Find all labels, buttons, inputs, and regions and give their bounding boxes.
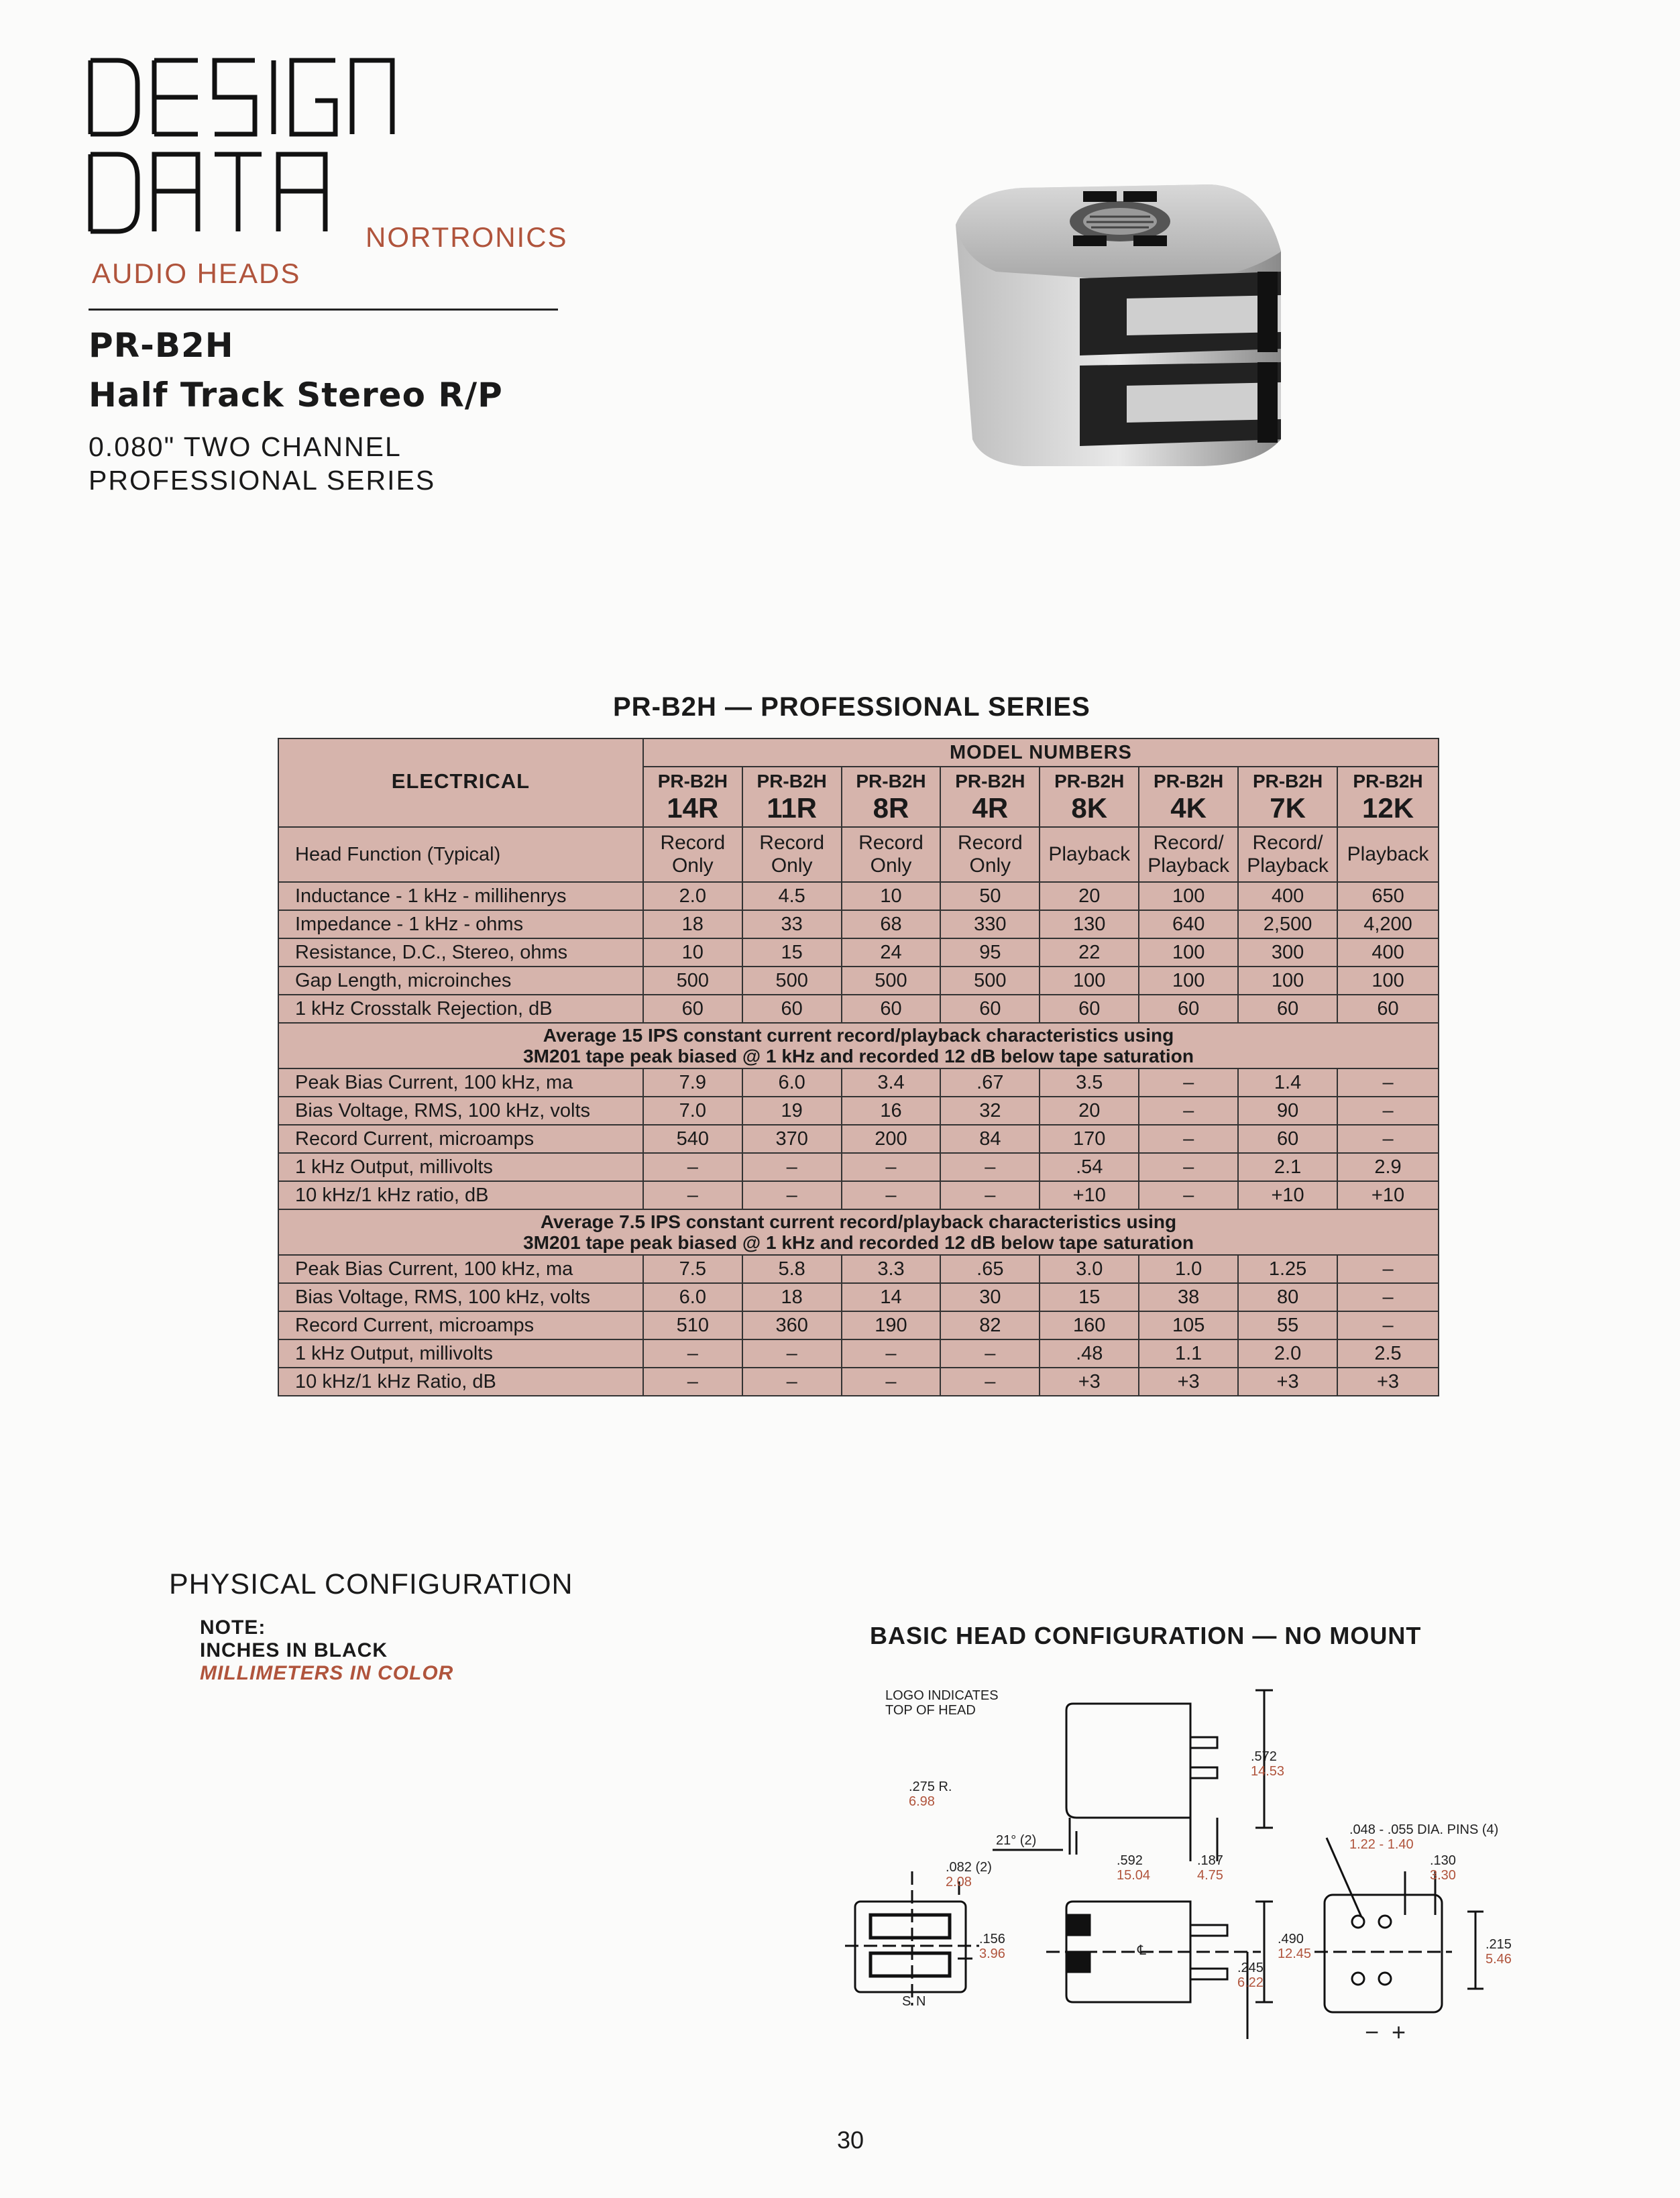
- head-function-label: Head Function (Typical): [278, 827, 643, 882]
- pin-spacing-in: .130: [1430, 1853, 1456, 1868]
- value-cell: –: [643, 1339, 742, 1368]
- value-cell: 16: [842, 1097, 941, 1125]
- head-function-cell: [1040, 827, 1139, 882]
- head-function-cell: [1139, 827, 1238, 882]
- row-label: 1 kHz Crosstalk Rejection, dB: [278, 995, 643, 1023]
- value-cell: 6.0: [643, 1283, 742, 1311]
- plus-terminal: +: [1392, 2018, 1406, 2046]
- radius-in: .275 R.: [909, 1779, 952, 1794]
- model-code: 4R: [972, 792, 1009, 824]
- value-cell: 3.3: [842, 1255, 941, 1283]
- value-cell: –: [1337, 1283, 1439, 1311]
- value-cell: 2.0: [643, 882, 742, 910]
- pin-vertical-mm: 5.46: [1486, 1952, 1512, 1967]
- page-number: 30: [837, 2126, 864, 2154]
- value-cell: 33: [742, 910, 842, 938]
- value-cell: –: [1337, 1311, 1439, 1339]
- value-cell: +10: [1040, 1181, 1139, 1209]
- group-75ips-line-2: 3M201 tape peak biased @ 1 kHz and recorded 12 dB below tape saturation: [523, 1232, 1194, 1253]
- row-label: 1 kHz Output, millivolts: [278, 1153, 643, 1181]
- model-prefix: PR-B2H: [1353, 771, 1423, 791]
- value-cell: +3: [1139, 1368, 1238, 1396]
- value-cell: 30: [940, 1283, 1040, 1311]
- function-line-1: Playback: [1048, 843, 1131, 865]
- value-cell: –: [1139, 1181, 1238, 1209]
- model-header-3: [940, 767, 1040, 827]
- physical-heading: PHYSICAL CONFIGURATION: [169, 1568, 573, 1600]
- value-cell: 1.0: [1139, 1255, 1238, 1283]
- value-cell: 7.5: [643, 1255, 742, 1283]
- value-cell: 24: [842, 938, 941, 967]
- model-prefix: PR-B2H: [955, 771, 1025, 791]
- table-row: [278, 1181, 1439, 1209]
- value-cell: 80: [1238, 1283, 1337, 1311]
- note-mm: MILLIMETERS IN COLOR: [200, 1662, 454, 1684]
- value-cell: .48: [1040, 1339, 1139, 1368]
- value-cell: 60: [643, 995, 742, 1023]
- value-cell: 60: [742, 995, 842, 1023]
- group-75ips-heading: [278, 1209, 1439, 1255]
- pin-length-in: .187: [1197, 1853, 1223, 1868]
- row-label: 1 kHz Output, millivolts: [278, 1339, 643, 1368]
- model-description: Half Track Stereo R/P: [89, 376, 503, 415]
- value-cell: +10: [1337, 1181, 1439, 1209]
- value-cell: –: [940, 1181, 1040, 1209]
- value-cell: 84: [940, 1125, 1040, 1153]
- spec-table: [278, 738, 1439, 1396]
- value-cell: 100: [1040, 967, 1139, 995]
- table-row: [278, 995, 1439, 1023]
- value-cell: 15: [742, 938, 842, 967]
- value-cell: 60: [1337, 995, 1439, 1023]
- model-code: 12K: [1361, 792, 1414, 824]
- function-line-1: Playback: [1347, 843, 1429, 865]
- model-code: 8K: [1071, 792, 1108, 824]
- table-row: [278, 1339, 1439, 1368]
- head-function-cell: [1337, 827, 1439, 882]
- value-cell: 2.5: [1337, 1339, 1439, 1368]
- value-cell: 370: [742, 1125, 842, 1153]
- value-cell: +10: [1238, 1181, 1337, 1209]
- function-line-2: Playback: [1147, 855, 1230, 877]
- value-cell: 510: [643, 1311, 742, 1339]
- value-cell: +3: [1040, 1368, 1139, 1396]
- value-cell: 2.9: [1337, 1153, 1439, 1181]
- value-cell: –: [1139, 1097, 1238, 1125]
- value-cell: 60: [940, 995, 1040, 1023]
- row-label: Resistance, D.C., Stereo, ohms: [278, 938, 643, 967]
- table-row: [278, 1125, 1439, 1153]
- radius-mm: 6.98: [909, 1794, 935, 1809]
- half-width-in: .245: [1237, 1961, 1264, 1975]
- value-cell: 360: [742, 1311, 842, 1339]
- pole-s: S: [902, 1994, 911, 2009]
- value-cell: –: [742, 1153, 842, 1181]
- value-cell: 82: [940, 1311, 1040, 1339]
- value-cell: 50: [940, 882, 1040, 910]
- brand-name: NORTRONICS: [366, 221, 568, 253]
- value-cell: 18: [742, 1283, 842, 1311]
- value-cell: 1.1: [1139, 1339, 1238, 1368]
- electrical-header: ELECTRICAL: [278, 738, 643, 827]
- row-label: 10 kHz/1 kHz ratio, dB: [278, 1181, 643, 1209]
- function-line-1: Record: [957, 832, 1023, 854]
- table-row: [278, 882, 1439, 910]
- table-row: [278, 1068, 1439, 1097]
- value-cell: 1.4: [1238, 1068, 1337, 1097]
- value-cell: 500: [742, 967, 842, 995]
- table-row: [278, 1368, 1439, 1396]
- function-line-2: Playback: [1247, 855, 1329, 877]
- value-cell: 190: [842, 1311, 941, 1339]
- value-cell: –: [842, 1368, 941, 1396]
- pins-mm: 1.22 - 1.40: [1349, 1837, 1414, 1852]
- gap-in: .082 (2): [946, 1860, 992, 1875]
- model-header-2: [842, 767, 941, 827]
- value-cell: 10: [842, 882, 941, 910]
- model-code: 8R: [873, 792, 909, 824]
- function-line-1: Record: [660, 832, 726, 854]
- minus-terminal: −: [1365, 2018, 1380, 2046]
- group-75ips-line-1: Average 7.5 IPS constant current record/playback characteristics using: [540, 1211, 1177, 1232]
- value-cell: –: [742, 1339, 842, 1368]
- track-in: .156: [979, 1932, 1005, 1946]
- value-cell: –: [842, 1339, 941, 1368]
- table-row: [278, 1283, 1439, 1311]
- value-cell: 20: [1040, 882, 1139, 910]
- model-code: 7K: [1270, 792, 1306, 824]
- pin-spacing-mm: 3.30: [1430, 1868, 1456, 1883]
- value-cell: 5.8: [742, 1255, 842, 1283]
- value-cell: 15: [1040, 1283, 1139, 1311]
- model-header-1: [742, 767, 842, 827]
- header-rule: [89, 309, 558, 311]
- row-label: Bias Voltage, RMS, 100 kHz, volts: [278, 1283, 643, 1311]
- value-cell: 160: [1040, 1311, 1139, 1339]
- value-cell: 540: [643, 1125, 742, 1153]
- row-label: Bias Voltage, RMS, 100 kHz, volts: [278, 1097, 643, 1125]
- value-cell: –: [1139, 1153, 1238, 1181]
- model-header-0: [643, 767, 742, 827]
- value-cell: 19: [742, 1097, 842, 1125]
- head-function-row: [278, 827, 1439, 882]
- row-label: Record Current, microamps: [278, 1311, 643, 1339]
- value-cell: 90: [1238, 1097, 1337, 1125]
- value-cell: .54: [1040, 1153, 1139, 1181]
- row-label: Peak Bias Current, 100 kHz, ma: [278, 1068, 643, 1097]
- row-label: Gap Length, microinches: [278, 967, 643, 995]
- model-prefix: PR-B2H: [1054, 771, 1125, 791]
- value-cell: 400: [1337, 938, 1439, 967]
- value-cell: –: [643, 1153, 742, 1181]
- row-label: Impedance - 1 kHz - ohms: [278, 910, 643, 938]
- centerline-mark: ℄: [1137, 1943, 1146, 1958]
- value-cell: 100: [1139, 967, 1238, 995]
- value-cell: –: [742, 1368, 842, 1396]
- note-inches: INCHES IN BLACK: [200, 1639, 388, 1661]
- value-cell: –: [940, 1339, 1040, 1368]
- table-row: [278, 1153, 1439, 1181]
- value-cell: –: [643, 1181, 742, 1209]
- value-cell: –: [1337, 1255, 1439, 1283]
- value-cell: 500: [643, 967, 742, 995]
- value-cell: .67: [940, 1068, 1040, 1097]
- table-row: [278, 1255, 1439, 1283]
- value-cell: 60: [1040, 995, 1139, 1023]
- model-prefix: PR-B2H: [1154, 771, 1224, 791]
- head-function-cell: [940, 827, 1040, 882]
- function-line-2: Only: [870, 855, 912, 877]
- pin-length-mm: 4.75: [1197, 1868, 1223, 1883]
- model-prefix: PR-B2H: [757, 771, 827, 791]
- model-code: 14R: [667, 792, 719, 824]
- value-cell: 1.25: [1238, 1255, 1337, 1283]
- model-code: 4K: [1170, 792, 1207, 824]
- height-in: .572: [1251, 1749, 1277, 1764]
- value-cell: –: [1139, 1125, 1238, 1153]
- function-line-2: Only: [671, 855, 714, 877]
- value-cell: +3: [1238, 1368, 1337, 1396]
- value-cell: 3.4: [842, 1068, 941, 1097]
- value-cell: 55: [1238, 1311, 1337, 1339]
- value-cell: 4,200: [1337, 910, 1439, 938]
- value-cell: +3: [1337, 1368, 1439, 1396]
- pin-vertical-in: .215: [1486, 1937, 1512, 1952]
- value-cell: 3.5: [1040, 1068, 1139, 1097]
- category-label: AUDIO HEADS: [92, 258, 301, 289]
- table-title: PR-B2H — PROFESSIONAL SERIES: [613, 692, 1090, 722]
- subtitle-line-1: 0.080" TWO CHANNEL: [89, 431, 402, 462]
- head-configuration-diagram: [845, 1684, 1529, 2046]
- value-cell: –: [1337, 1125, 1439, 1153]
- value-cell: –: [940, 1153, 1040, 1181]
- value-cell: 300: [1238, 938, 1337, 967]
- model-numbers-header: MODEL NUMBERS: [643, 738, 1439, 767]
- model-prefix: PR-B2H: [657, 771, 728, 791]
- table-row: [278, 910, 1439, 938]
- value-cell: 60: [1238, 995, 1337, 1023]
- value-cell: 32: [940, 1097, 1040, 1125]
- value-cell: 10: [643, 938, 742, 967]
- function-line-1: Record: [759, 832, 825, 854]
- group-15ips-heading: [278, 1023, 1439, 1068]
- value-cell: 640: [1139, 910, 1238, 938]
- head-function-cell: [842, 827, 941, 882]
- group-15ips-line-1: Average 15 IPS constant current record/playback characteristics using: [543, 1025, 1174, 1046]
- subtitle-line-2: PROFESSIONAL SERIES: [89, 465, 436, 496]
- value-cell: 6.0: [742, 1068, 842, 1097]
- half-width-mm: 6.22: [1237, 1975, 1264, 1990]
- width-mm: 12.45: [1278, 1946, 1312, 1961]
- value-cell: 2.0: [1238, 1339, 1337, 1368]
- value-cell: 130: [1040, 910, 1139, 938]
- value-cell: –: [842, 1181, 941, 1209]
- depth-mm: 15.04: [1117, 1868, 1151, 1883]
- model-header-5: [1139, 767, 1238, 827]
- value-cell: 60: [1139, 995, 1238, 1023]
- function-line-1: Record: [858, 832, 923, 854]
- value-cell: 14: [842, 1283, 941, 1311]
- top-view-outline: [1066, 1704, 1190, 1818]
- value-cell: –: [742, 1181, 842, 1209]
- value-cell: 22: [1040, 938, 1139, 967]
- value-cell: 18: [643, 910, 742, 938]
- value-cell: 60: [1238, 1125, 1337, 1153]
- function-line-1: Record/: [1153, 832, 1224, 854]
- model-prefix: PR-B2H: [856, 771, 926, 791]
- model-code: 11R: [767, 792, 818, 824]
- note-block: [200, 1616, 453, 1685]
- value-cell: 500: [842, 967, 941, 995]
- value-cell: .65: [940, 1255, 1040, 1283]
- value-cell: 95: [940, 938, 1040, 967]
- table-row: [278, 967, 1439, 995]
- row-label: Peak Bias Current, 100 kHz, ma: [278, 1255, 643, 1283]
- value-cell: 650: [1337, 882, 1439, 910]
- value-cell: 68: [842, 910, 941, 938]
- value-cell: 330: [940, 910, 1040, 938]
- width-in: .490: [1278, 1932, 1304, 1946]
- note-label: NOTE:: [200, 1616, 266, 1639]
- group-15ips-line-2: 3M201 tape peak biased @ 1 kHz and recorded 12 dB below tape saturation: [523, 1046, 1194, 1066]
- function-line-2: Only: [771, 855, 813, 877]
- row-label: Record Current, microamps: [278, 1125, 643, 1153]
- value-cell: –: [1337, 1068, 1439, 1097]
- pins-in: .048 - .055 DIA. PINS (4): [1349, 1822, 1499, 1837]
- value-cell: 170: [1040, 1125, 1139, 1153]
- table-row: [278, 938, 1439, 967]
- angle-label: 21° (2): [996, 1833, 1037, 1848]
- gap-mm: 2.08: [946, 1875, 972, 1889]
- value-cell: 3.0: [1040, 1255, 1139, 1283]
- value-cell: 100: [1238, 967, 1337, 995]
- logo-note-1: LOGO INDICATES: [885, 1688, 999, 1703]
- value-cell: 100: [1337, 967, 1439, 995]
- value-cell: 105: [1139, 1311, 1238, 1339]
- audio-head-illustration: [942, 171, 1291, 480]
- pole-n: N: [916, 1994, 926, 2009]
- head-function-cell: [1238, 827, 1337, 882]
- model-prefix: PR-B2H: [1252, 771, 1323, 791]
- function-line-1: Record/: [1252, 832, 1323, 854]
- value-cell: 100: [1139, 882, 1238, 910]
- head-function-cell: [742, 827, 842, 882]
- value-cell: –: [1337, 1097, 1439, 1125]
- value-cell: –: [1139, 1068, 1238, 1097]
- value-cell: 60: [842, 995, 941, 1023]
- model-header-4: [1040, 767, 1139, 827]
- value-cell: –: [940, 1368, 1040, 1396]
- value-cell: 7.9: [643, 1068, 742, 1097]
- model-title: PR-B2H: [89, 326, 234, 365]
- value-cell: 2.1: [1238, 1153, 1337, 1181]
- depth-in: .592: [1117, 1853, 1143, 1868]
- value-cell: 500: [940, 967, 1040, 995]
- value-cell: 2,500: [1238, 910, 1337, 938]
- function-line-2: Only: [969, 855, 1011, 877]
- table-row: [278, 1311, 1439, 1339]
- height-mm: 14.53: [1251, 1764, 1285, 1779]
- model-header-7: [1337, 767, 1439, 827]
- value-cell: 38: [1139, 1283, 1238, 1311]
- logo-note-2: TOP OF HEAD: [885, 1703, 976, 1718]
- track-mm: 3.96: [979, 1946, 1005, 1961]
- value-cell: –: [643, 1368, 742, 1396]
- model-header-6: [1238, 767, 1337, 827]
- head-function-cell: [643, 827, 742, 882]
- value-cell: 400: [1238, 882, 1337, 910]
- value-cell: –: [842, 1153, 941, 1181]
- value-cell: 20: [1040, 1097, 1139, 1125]
- row-label: Inductance - 1 kHz - millihenrys: [278, 882, 643, 910]
- table-row: [278, 1097, 1439, 1125]
- value-cell: 4.5: [742, 882, 842, 910]
- value-cell: 100: [1139, 938, 1238, 967]
- row-label: 10 kHz/1 kHz Ratio, dB: [278, 1368, 643, 1396]
- value-cell: 200: [842, 1125, 941, 1153]
- diagram-title: BASIC HEAD CONFIGURATION — NO MOUNT: [870, 1622, 1422, 1649]
- value-cell: 7.0: [643, 1097, 742, 1125]
